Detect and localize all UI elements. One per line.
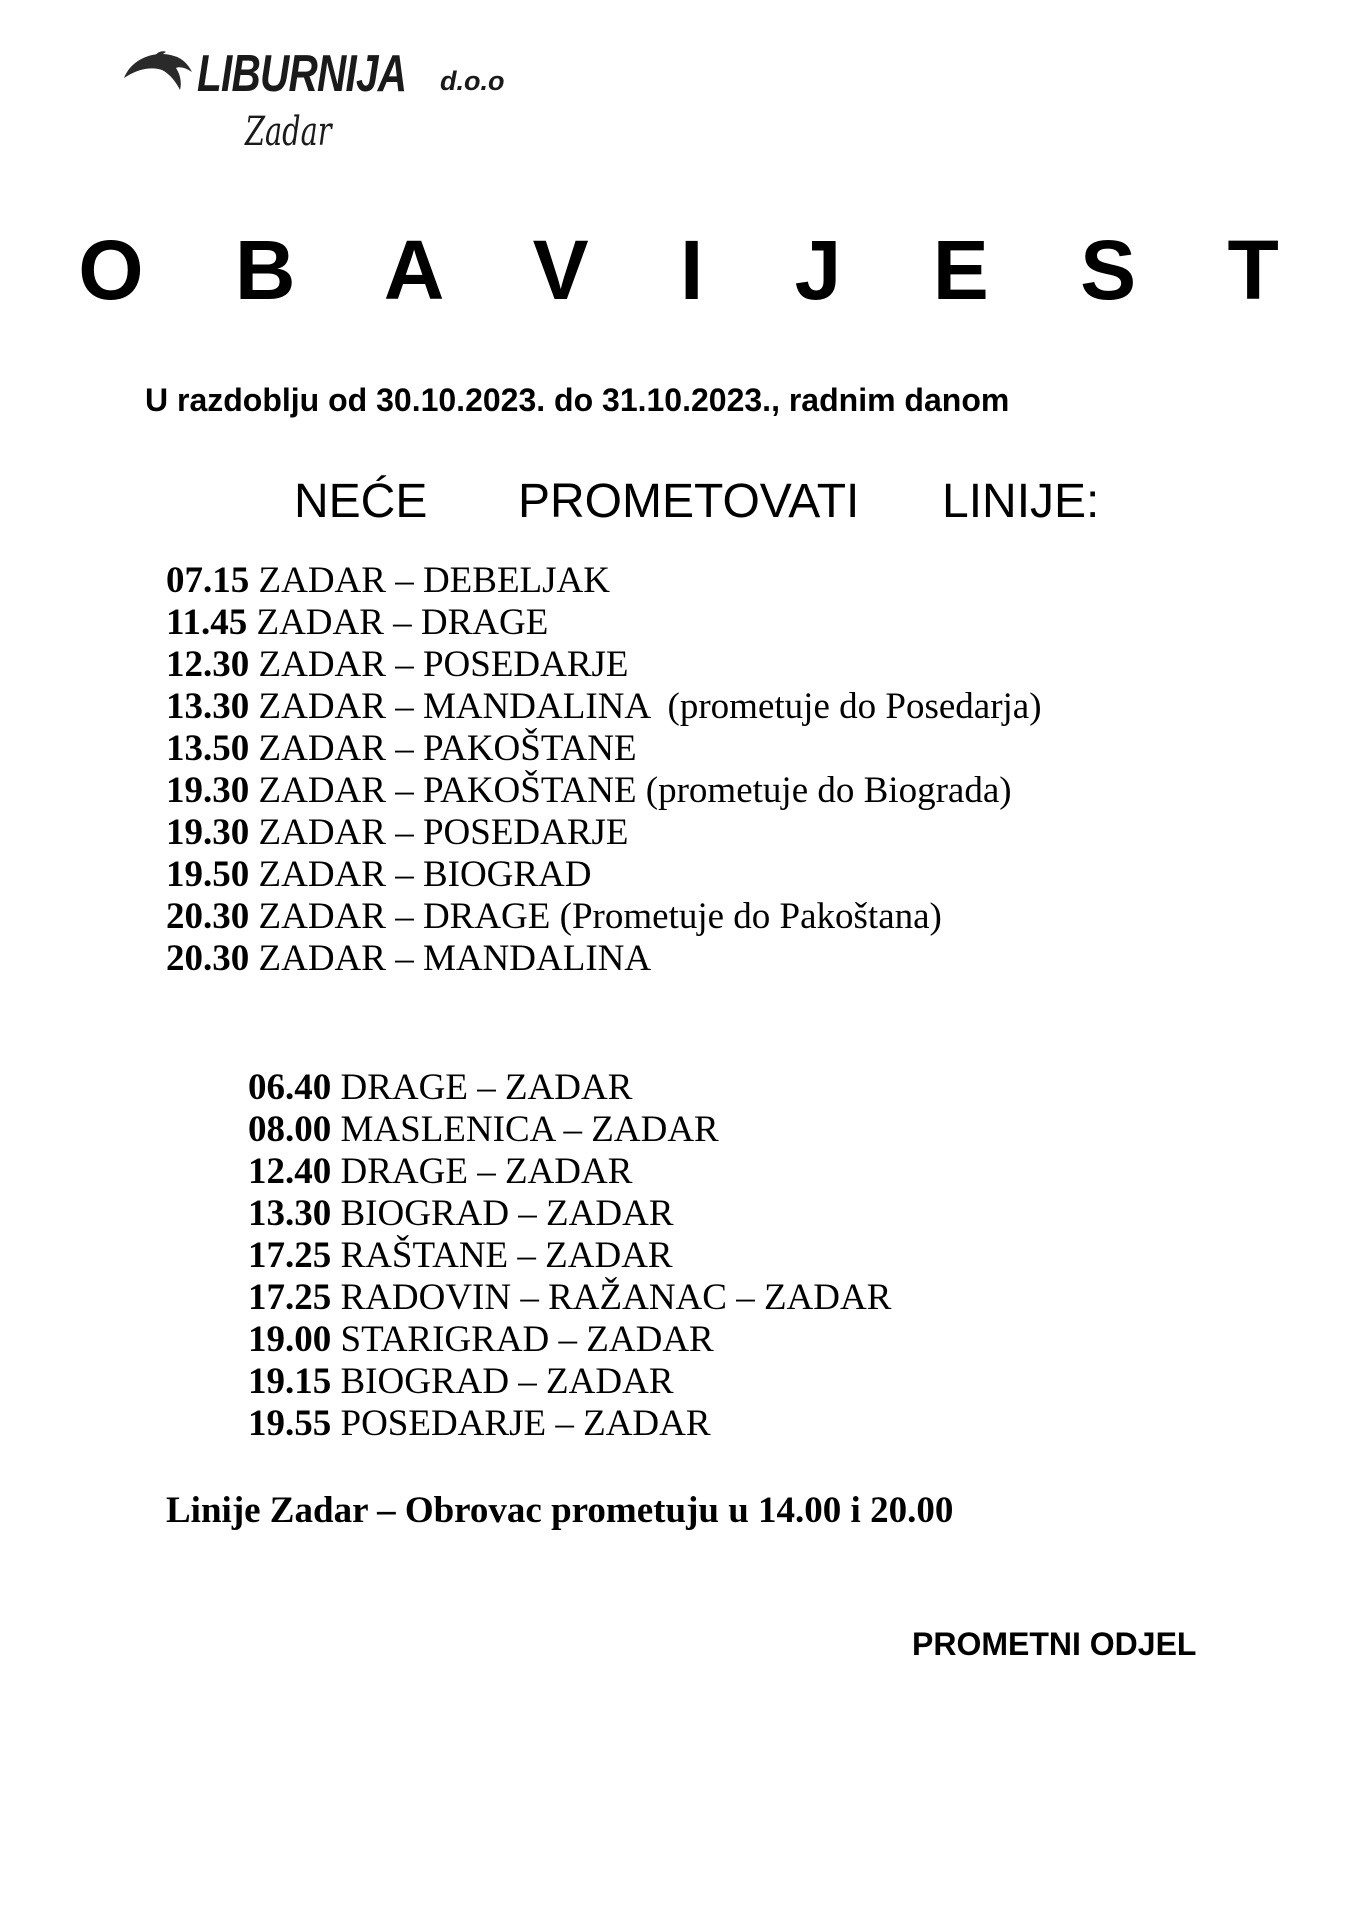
list-item bbox=[166, 728, 1042, 770]
departure-time: 12.30 bbox=[166, 644, 250, 685]
departure-time: 13.50 bbox=[166, 728, 250, 769]
departure-time: 20.30 bbox=[166, 938, 250, 979]
route-name: ZADAR – BIOGRAD bbox=[258, 854, 592, 895]
departure-time: 06.40 bbox=[248, 1067, 332, 1108]
company-city: Zadar bbox=[245, 109, 332, 155]
route-name: BIOGRAD – ZADAR bbox=[340, 1193, 674, 1234]
departure-time: 13.30 bbox=[166, 686, 250, 727]
list-item bbox=[248, 1361, 891, 1403]
list-item bbox=[166, 560, 1042, 602]
list-item bbox=[248, 1319, 891, 1361]
dolphin-icon bbox=[122, 48, 194, 94]
list-item bbox=[166, 896, 1042, 938]
list-item bbox=[248, 1235, 891, 1277]
departure-time: 20.30 bbox=[166, 896, 250, 937]
departure-time: 17.25 bbox=[248, 1235, 332, 1276]
list-item bbox=[248, 1193, 891, 1235]
departure-time: 19.50 bbox=[166, 854, 250, 895]
heading-word-3: LINIJE: bbox=[942, 475, 1100, 528]
route-name: DRAGE – ZADAR bbox=[340, 1067, 633, 1108]
period-text: U razdoblju od 30.10.2023. do 31.10.2023., radnim danom bbox=[145, 382, 1010, 418]
departure-time: 19.30 bbox=[166, 812, 250, 853]
route-name: ZADAR – PAKOŠTANE (prometuje do Biograda) bbox=[258, 770, 1012, 811]
list-item bbox=[248, 1403, 891, 1445]
company-logo bbox=[122, 40, 522, 160]
company-name: LIBURNIJA bbox=[197, 45, 407, 103]
route-name: ZADAR – MANDALINA bbox=[258, 938, 652, 979]
departures-from-zadar-list bbox=[166, 560, 1042, 980]
departure-time: 08.00 bbox=[248, 1109, 332, 1150]
route-name: ZADAR – POSEDARJE bbox=[258, 812, 629, 853]
list-item bbox=[248, 1067, 891, 1109]
route-name: ZADAR – DRAGE bbox=[256, 602, 549, 643]
route-name: RAŠTANE – ZADAR bbox=[340, 1235, 673, 1276]
route-name: DRAGE – ZADAR bbox=[340, 1151, 633, 1192]
obrovac-note: Linije Zadar – Obrovac prometuju u 14.00 i 20.00 bbox=[166, 1490, 954, 1531]
departure-time: 07.15 bbox=[166, 560, 250, 601]
departure-time: 13.30 bbox=[248, 1193, 332, 1234]
route-name: STARIGRAD – ZADAR bbox=[340, 1319, 714, 1360]
list-item bbox=[248, 1109, 891, 1151]
list-item bbox=[166, 602, 1042, 644]
heading-word-2: PROMETOVATI bbox=[518, 475, 860, 528]
route-name: ZADAR – POSEDARJE bbox=[258, 644, 629, 685]
route-name: ZADAR – DRAGE (Prometuje do Pakoštana) bbox=[258, 896, 942, 937]
signature: PROMETNI ODJEL bbox=[912, 1626, 1197, 1662]
departure-time: 17.25 bbox=[248, 1277, 332, 1318]
departure-time: 19.55 bbox=[248, 1403, 332, 1444]
departure-time: 12.40 bbox=[248, 1151, 332, 1192]
departure-time: 19.15 bbox=[248, 1361, 332, 1402]
list-item bbox=[166, 770, 1042, 812]
list-item bbox=[166, 686, 1042, 728]
departure-time: 19.30 bbox=[166, 770, 250, 811]
list-item bbox=[166, 644, 1042, 686]
route-name: ZADAR – MANDALINA (prometuje do Posedarja) bbox=[258, 686, 1042, 727]
route-name: RADOVIN – RAŽANAC – ZADAR bbox=[340, 1277, 892, 1318]
route-name: BIOGRAD – ZADAR bbox=[340, 1361, 674, 1402]
departure-time: 19.00 bbox=[248, 1319, 332, 1360]
list-item bbox=[248, 1277, 891, 1319]
company-suffix: d.o.o bbox=[440, 66, 505, 96]
departures-to-zadar-list bbox=[248, 1067, 891, 1445]
list-item bbox=[166, 938, 1042, 980]
route-name: ZADAR – DEBELJAK bbox=[258, 560, 610, 601]
list-item bbox=[248, 1151, 891, 1193]
route-name: POSEDARJE – ZADAR bbox=[340, 1403, 711, 1444]
route-name: ZADAR – PAKOŠTANE bbox=[258, 728, 637, 769]
list-item bbox=[166, 854, 1042, 896]
heading-word-1: NEĆE bbox=[294, 475, 428, 528]
list-item bbox=[166, 812, 1042, 854]
departure-time: 11.45 bbox=[166, 602, 248, 643]
page-title: O B A V I J E S T bbox=[78, 223, 1313, 317]
route-name: MASLENICA – ZADAR bbox=[340, 1109, 719, 1150]
